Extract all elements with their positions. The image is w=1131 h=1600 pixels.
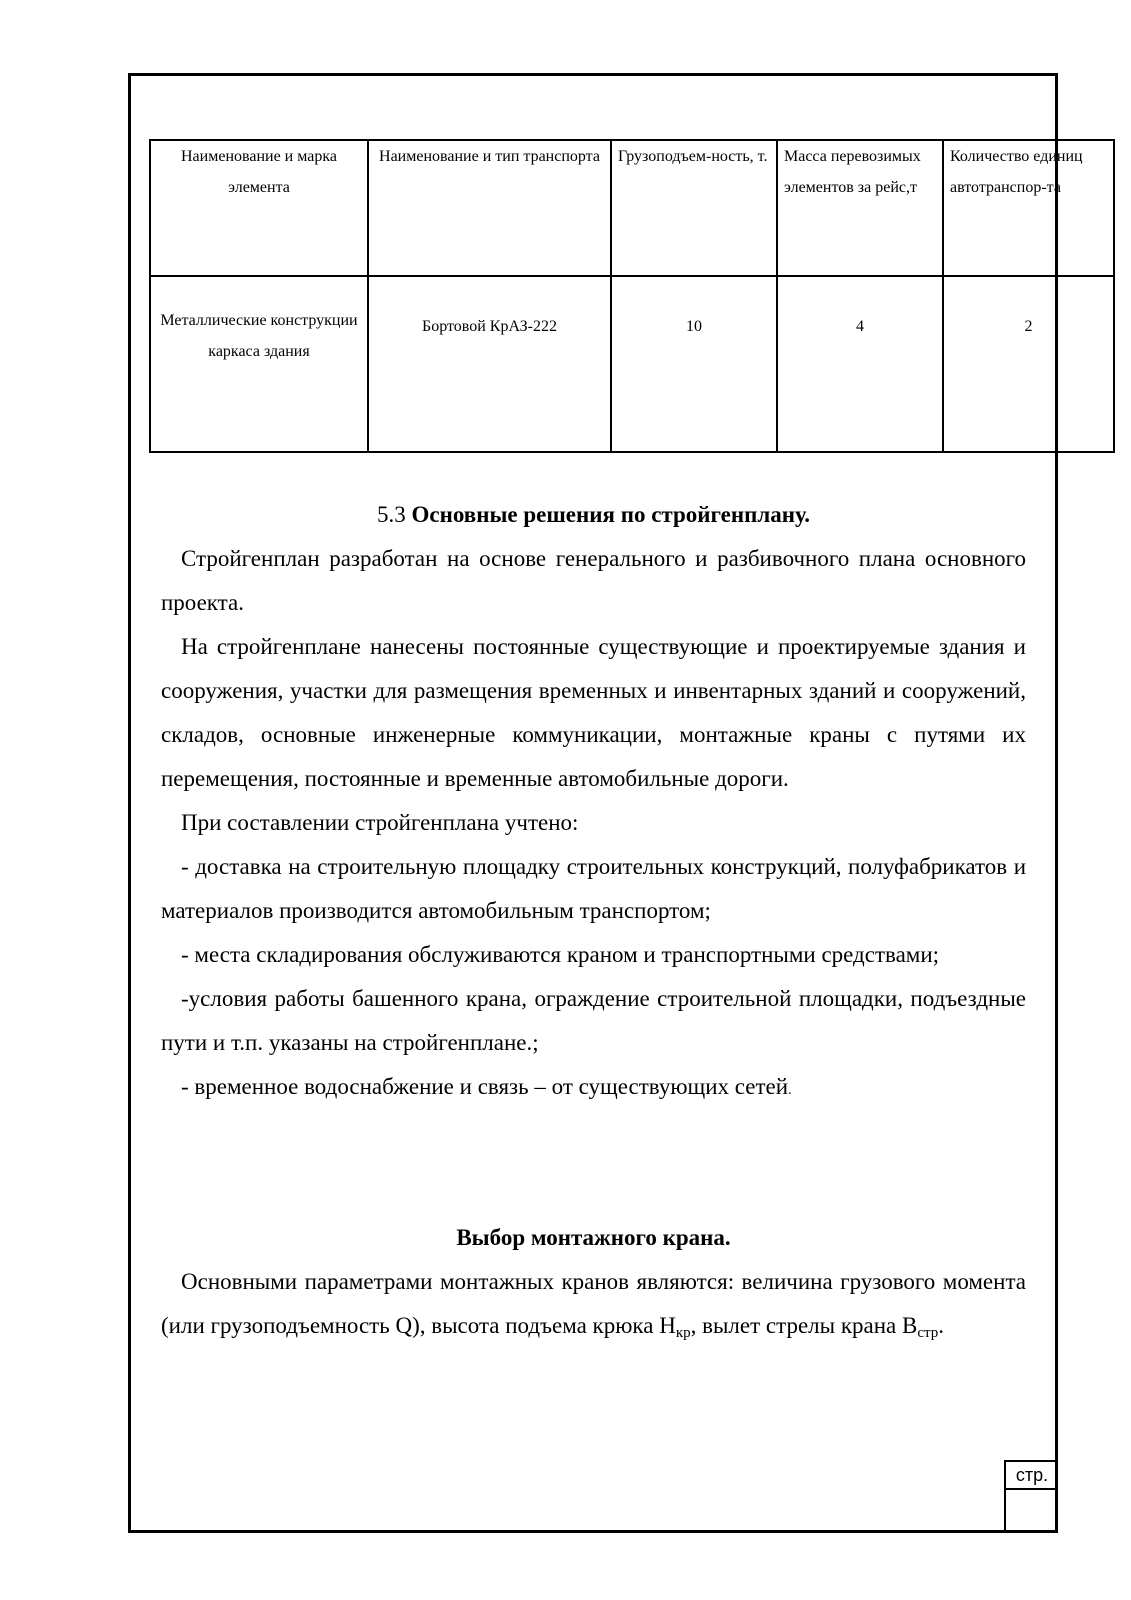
- page-number-box: [1004, 1460, 1058, 1533]
- header-vehicle-count: Количество единиц автотранспор-та: [943, 140, 1114, 276]
- cell-element-name: Металлические конструкции каркаса здания: [150, 276, 368, 452]
- list-item: [161, 1065, 1026, 1113]
- header-capacity: Грузоподъем-ность, т.: [611, 140, 777, 276]
- page-label: стр.: [1006, 1462, 1058, 1490]
- paragraph: На стройгенплане нанесены постоянные существующие и проектируемые здания и сооружения, участки для размещения временных и инвентарных зданий и сооружений, складов, основные инженерные коммуникации, монтажные краны с путями их перемещения, постоянные и временные автомобильные дороги.: [161, 634, 1026, 791]
- cell-vehicle-count: 2: [943, 276, 1114, 452]
- paragraph: При составлении стройгенплана учтено:: [181, 810, 579, 835]
- header-element-name: Наименование и марка элемента: [150, 140, 368, 276]
- paragraph-text: Основными параметрами монтажных кранов являются: величина грузового момента (или грузоподъемность Q), высота подъема крюка Н: [161, 1269, 1026, 1338]
- transport-table: [149, 139, 1115, 453]
- list-item-dot: .: [788, 1083, 792, 1098]
- header-mass-per-trip: Масса перевозимых элементов за рейс,т: [777, 140, 943, 276]
- header-transport-type: Наименование и тип транспорта: [368, 140, 611, 276]
- subscript-kr: кр: [675, 1325, 691, 1341]
- section-number: 5.3: [377, 502, 406, 527]
- section-heading: [161, 493, 1026, 537]
- paragraph: [161, 1260, 1026, 1348]
- section-crane-selection: [161, 1216, 1026, 1348]
- section-title: Выбор монтажного крана.: [456, 1225, 731, 1250]
- table-header-row: [150, 140, 1114, 276]
- section-title: Основные решения по стройгенплану.: [411, 502, 810, 527]
- cell-mass-per-trip: 4: [777, 276, 943, 452]
- paragraph: Стройгенплан разработан на основе генерального и разбивочного плана основного проекта.: [161, 546, 1026, 615]
- list-item: - места складирования обслуживаются краном и транспортными средствами;: [181, 942, 940, 967]
- list-item-text: - временное водоснабжение и связь – от существующих сетей: [181, 1074, 789, 1099]
- paragraph-text: , вылет стрелы крана В: [690, 1313, 918, 1338]
- cell-capacity: 10: [611, 276, 777, 452]
- section-strojgenplan: [161, 493, 1026, 1113]
- list-item: - доставка на строительную площадку строительных конструкций, полуфабрикатов и материалов производится автомобильным транспортом;: [161, 854, 1026, 923]
- cell-transport-type: Бортовой КрАЗ-222: [368, 276, 611, 452]
- list-item: -условия работы башенного крана, ограждение строительной площадки, подъездные пути и т.п. указаны на стройгенплане.;: [161, 986, 1026, 1055]
- subscript-str: стр: [917, 1325, 939, 1341]
- table-row: [150, 276, 1114, 452]
- section-heading: [161, 1216, 1026, 1260]
- paragraph-text: .: [938, 1313, 944, 1338]
